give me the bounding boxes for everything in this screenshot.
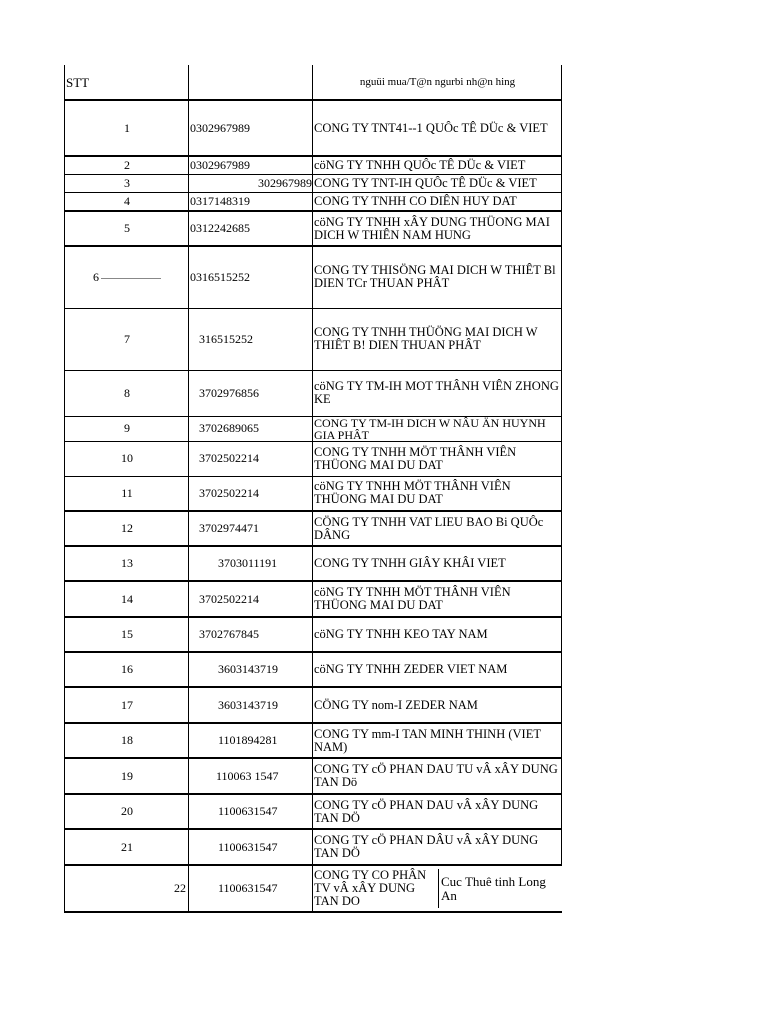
row-tax-code: 0302967989 — [189, 100, 313, 156]
row-company-name: CONG TY cÖ PHAN DÂU vÂ xÂY DUNG TAN DÖ — [313, 829, 562, 865]
table-row — [65, 308, 562, 370]
table-row — [65, 246, 562, 308]
taxpayer-table-sheet — [64, 65, 561, 913]
row-company-name: CONG TY TNT-IH QUÔc TÊ DÜc & VIET — [313, 174, 562, 192]
row-tax-code: 3703011191 — [189, 546, 313, 581]
row-company-name: CONG TY CO PHÂN TV vÂ xÂY DUNG TAN DO — [313, 869, 439, 908]
taxpayer-table — [64, 65, 562, 913]
row-stt: 1 — [65, 100, 189, 156]
row-stt: 5 — [65, 211, 189, 246]
header-name: nguüi mua/T@n ngurbi nh@n hing — [313, 65, 562, 100]
row-stt: 22 — [65, 865, 189, 912]
row-stt: 14 — [65, 581, 189, 617]
row-tax-office: Cuc Thuê tinh Long An — [441, 873, 546, 903]
row-company-name: cöNG TY TNHH MÖT THÂNH VIÊN THÜONG MAI DU DAT — [313, 476, 562, 511]
row-company-name: CONG TY TNHH GIÂY KHÂI VIET — [313, 546, 562, 581]
split-cell — [313, 869, 562, 908]
row-stt: 10 — [65, 441, 189, 476]
row-stt: 18 — [65, 723, 189, 758]
row-stt: 4 — [65, 192, 189, 211]
row-company-name: CONG TY cÖ PHAN DAU vÂ xÂY DUNG TAN DÖ — [313, 794, 562, 829]
row-tax-code: 3702767845 — [189, 617, 313, 652]
row-stt: 3 — [65, 174, 189, 192]
row-stt: 9 — [65, 416, 189, 441]
header-row — [65, 65, 562, 100]
row-stt: 19 — [65, 758, 189, 794]
table-row — [65, 581, 562, 617]
table-row — [65, 652, 562, 687]
row-tax-code: 1101894281 — [189, 723, 313, 758]
row-stt: 16 — [65, 652, 189, 687]
row-company-name: cöNG TY TNHH MÖT THÂNH VIÊN THÜONG MAI DU DAT — [313, 581, 562, 617]
row-company-name: CONG TY cÖ PHAN DAU TU vÂ xÂY DUNG TAN Dö — [313, 758, 562, 794]
table-row — [65, 211, 562, 246]
row-tax-code: 110063 1547 — [189, 758, 313, 794]
table-row — [65, 617, 562, 652]
row-company-name: CONG TY TNHH THÜÖNG MAI DICH W THIÊT B! DIEN THUAN PHÂT — [313, 308, 562, 370]
row-stt: 20 — [65, 794, 189, 829]
row-stt — [65, 246, 189, 308]
row-tax-code: 3603143719 — [189, 652, 313, 687]
table-row — [65, 174, 562, 192]
row-tax-code: 0316515252 — [189, 246, 313, 308]
pen-mark — [101, 278, 161, 279]
row-stt: 12 — [65, 511, 189, 546]
row-tax-code: 316515252 — [189, 308, 313, 370]
row-stt: 7 — [65, 308, 189, 370]
table-row — [65, 758, 562, 794]
table-row — [65, 687, 562, 723]
row-company-name: CONG TY TM-IH DICH W NÂU ÄN HUYNH GIA PHÂT — [313, 416, 562, 441]
row-tax-code: 0317148319 — [189, 192, 313, 211]
row-tax-code: 3702502214 — [189, 581, 313, 617]
table-row — [65, 370, 562, 416]
row-company-name: cöNG TY TNHH KEO TAY NAM — [313, 617, 562, 652]
row-tax-code: 3702502214 — [189, 441, 313, 476]
row-tax-code: 0312242685 — [189, 211, 313, 246]
row-company-name: CONG TY mm-I TAN MINH THINH (VIET NAM) — [313, 723, 562, 758]
row-company-name: CÖNG TY nom-I ZEDER NAM — [313, 687, 562, 723]
row-company-name: cöNG TY TNHH QUÔc TÊ DÜc & VIET — [313, 156, 562, 174]
row-company-name: cöNG TY TNHH ZEDER VIET NAM — [313, 652, 562, 687]
row-company-name: CONG TY THISÖNG MAI DICH W THIÊT Bl DIEN TCr THUAN PHÂT — [313, 246, 562, 308]
row-stt: 11 — [65, 476, 189, 511]
row-company-name: cöNG TY TM-IH MOT THÂNH VIÊN ZHONG KE — [313, 370, 562, 416]
row-stt: 17 — [65, 687, 189, 723]
table-row — [65, 441, 562, 476]
row-company-name: CONG TY TNHH MÖT THÂNH VIÊN THÜONG MAI DU DAT — [313, 441, 562, 476]
table-row — [65, 865, 562, 912]
row-tax-code: 3603143719 — [189, 687, 313, 723]
row-company-name: CONG TY TNT41--1 QUÔc TÊ DÜc & VIET — [313, 100, 562, 156]
table-row — [65, 511, 562, 546]
row-tax-code: 1100631547 — [189, 794, 313, 829]
row-stt: 15 — [65, 617, 189, 652]
table-row — [65, 100, 562, 156]
row-company-name: CONG TY TNHH CO DIÊN HUY DAT — [313, 192, 562, 211]
row-tax-code: 3702974471 — [189, 511, 313, 546]
table-row — [65, 723, 562, 758]
table-row — [65, 794, 562, 829]
row-tax-code: 0302967989 — [189, 156, 313, 174]
table-row — [65, 829, 562, 865]
header-mst — [189, 65, 313, 100]
row-company-name: CÖNG TY TNHH VAT LIEU BAO Bi QUÔc DÂNG — [313, 511, 562, 546]
row-stt: 2 — [65, 156, 189, 174]
row-tax-code: 3702689065 — [189, 416, 313, 441]
table-row — [65, 192, 562, 211]
row-stt: 8 — [65, 370, 189, 416]
table-row — [65, 546, 562, 581]
row-tax-code: 1100631547 — [189, 865, 313, 912]
row-tax-code: 1100631547 — [189, 829, 313, 865]
row-stt-value: 6 — [93, 269, 99, 284]
row-tax-code: 302967989 — [189, 174, 313, 192]
header-stt: STT — [65, 65, 189, 100]
row-tax-code: 3702976856 — [189, 370, 313, 416]
row-company-name: cöNG TY TNHH xÂY DUNG THÜONG MAI DICH W THIÊN NAM HUNG — [313, 211, 562, 246]
row-stt: 21 — [65, 829, 189, 865]
table-row — [65, 156, 562, 174]
row-stt: 13 — [65, 546, 189, 581]
table-row — [65, 416, 562, 441]
row-tax-code: 3702502214 — [189, 476, 313, 511]
table-row — [65, 476, 562, 511]
row-company-cell — [313, 865, 562, 912]
